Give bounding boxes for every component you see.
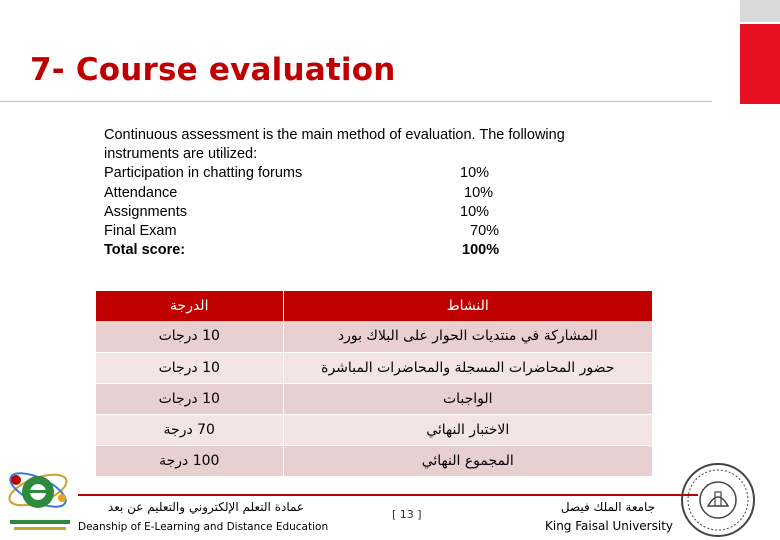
instrument-percent: 10% [464,184,494,201]
deanship-name-ar: عمادة التعلم الإلكتروني والتعليم عن بعد [107,500,305,514]
grade-cell: 10 درجات [96,352,283,383]
grade-cell: 10 درجات [96,321,283,352]
table-row [96,383,652,414]
instrument-label: Final Exam [104,222,177,239]
instrument-label: Assignments [104,203,188,220]
header-grade: الدرجة [96,291,283,321]
corner-grey-block [740,0,780,22]
intro-line-2: instruments are utilized: [104,146,258,163]
deanship-name-en: Deanship of E-Learning and Distance Education [78,521,329,533]
total-percent: 100% [462,242,500,259]
table-row [96,352,652,383]
instrument-percent: 70% [470,222,500,239]
instrument-percent: 10% [460,165,490,182]
activity-cell: حضور المحاضرات المسجلة والمحاضرات المباشرة [283,352,652,383]
footer-divider [78,494,698,496]
table-header [96,291,652,321]
instrument-label: Attendance [104,184,178,201]
table-row [96,321,652,352]
grading-table [96,291,652,477]
table-row [96,414,652,445]
header-activity: النشاط [283,291,652,321]
grade-cell: 10 درجات [96,383,283,414]
instrument-percent: 10% [460,203,490,220]
total-line [104,241,664,260]
activity-cell: المشاركة في منتديات الحوار على البلاك بورد [283,321,652,352]
instrument-line [104,222,664,241]
evaluation-text [104,126,664,260]
instrument-line [104,203,664,222]
activity-cell: الاختبار النهائي [283,414,652,445]
total-label: Total score: [104,242,186,259]
activity-cell: الواجبات [283,383,652,414]
university-name-en: King Faisal University [544,519,673,533]
university-name-ar: جامعة الملك فيصل [560,500,656,514]
grade-cell: 70 درجة [96,414,283,445]
instrument-label: Participation in chatting forums [104,165,303,182]
table-row [96,445,652,476]
deanship-logo-icon [2,446,78,538]
instrument-line [104,164,664,183]
instrument-line [104,184,664,203]
page-number: [ 13 ] [392,508,422,521]
slide-title: 7- Course evaluation [30,52,396,88]
corner-red-block [740,24,780,104]
activity-cell: المجموع النهائي [283,445,652,476]
grade-cell: 100 درجة [96,445,283,476]
intro-line-1: Continuous assessment is the main method of evaluation. The following [104,127,565,143]
university-seal-icon [680,462,756,538]
